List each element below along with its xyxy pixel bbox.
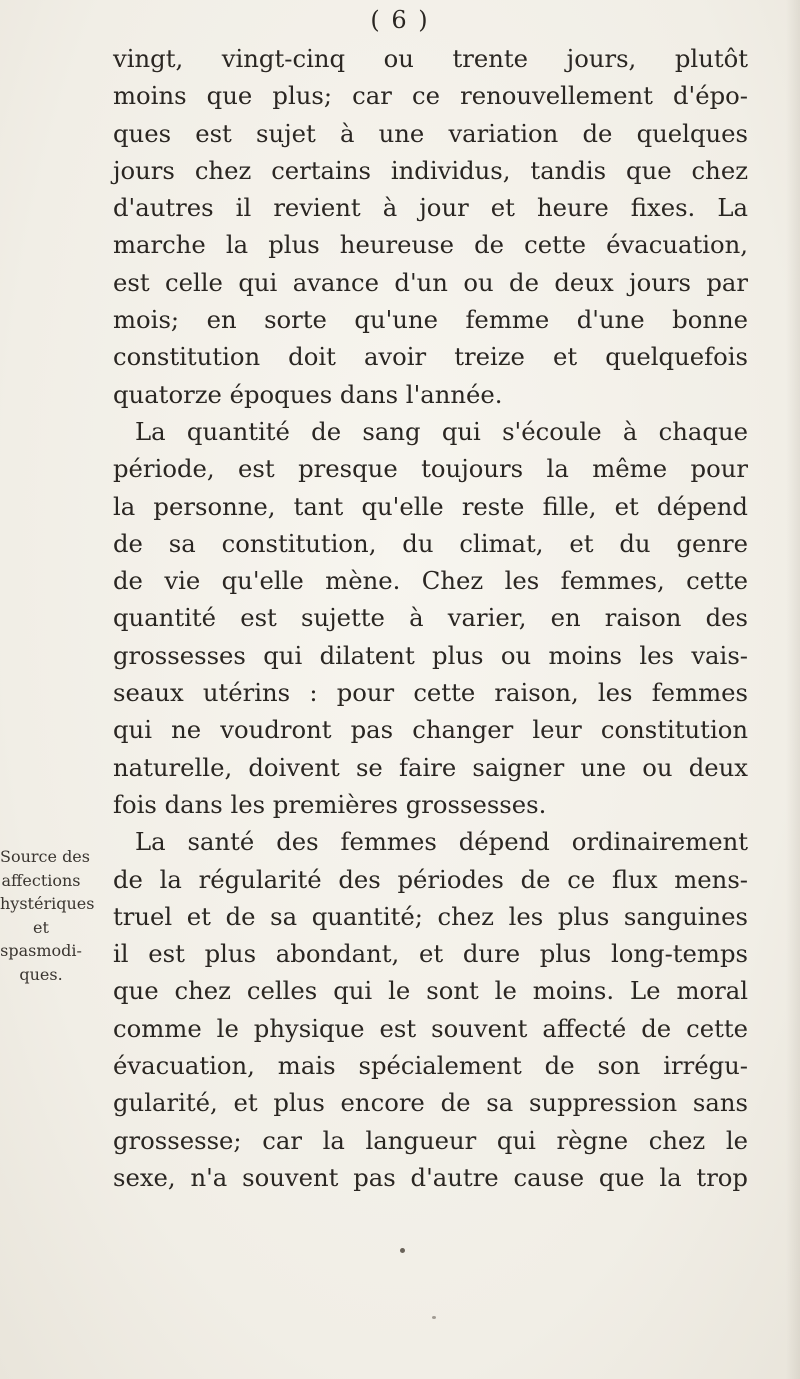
margin-note-line: ques.	[19, 964, 63, 984]
text-line: sexe, n'a souvent pas d'autre cause que la trop	[113, 1162, 748, 1192]
margin-note-line: Source des	[0, 847, 90, 866]
text-line: que chez celles qui le sont le moins. Le moral	[113, 976, 748, 1006]
paper-speck	[432, 1316, 436, 1319]
text-line: marche la plus heureuse de cette évacuation,	[113, 230, 748, 260]
text-line: grossesses qui dilatent plus ou moins les vais-	[113, 640, 748, 670]
text-line: jours chez certains individus, tandis que chez	[113, 155, 748, 185]
text-line: est celle qui avance d'un ou de deux jours par	[113, 267, 748, 297]
text-line: de sa constitution, du climat, et du genre	[113, 528, 748, 558]
margin-note	[0, 845, 95, 986]
text-line: vingt, vingt-cinq ou trente jours, plutôt	[113, 44, 748, 73]
margin-note-line: spasmodi-	[0, 941, 82, 960]
text-line: la personne, tant qu'elle reste fille, et dépend	[113, 491, 748, 521]
margin-note-line: affections	[1, 870, 81, 890]
margin-note-line: et	[33, 917, 49, 937]
page-edge-shadow	[786, 0, 800, 1379]
page-number: ( 6 )	[370, 6, 430, 34]
text-line: ques est sujet à une variation de quelques	[113, 118, 748, 148]
paper-speck	[400, 1248, 405, 1253]
text-line: il est plus abondant, et dure plus long-temps	[113, 939, 748, 969]
text-line: de vie qu'elle mène. Chez les femmes, cette	[113, 566, 748, 596]
body-text	[113, 40, 748, 1196]
margin-note-line: hystériques	[0, 894, 95, 913]
text-line: naturelle, doivent se faire saigner une ou deux	[113, 752, 748, 782]
text-line: La quantité de sang qui s'écoule à chaque	[135, 416, 748, 446]
text-line: période, est presque toujours la même pour	[113, 454, 748, 484]
text-line: quatorze époques dans l'année.	[113, 379, 503, 409]
text-line: évacuation, mais spécialement de son irrégu-	[113, 1051, 748, 1081]
text-line: La santé des femmes dépend ordinairement	[135, 827, 748, 857]
text-line: qui ne voudront pas changer leur constitution	[113, 715, 748, 745]
text-line: comme le physique est souvent affecté de cette	[113, 1013, 748, 1043]
text-line: seaux utérins : pour cette raison, les femmes	[113, 678, 748, 708]
text-line: mois; en sorte qu'une femme d'une bonne	[113, 305, 748, 335]
text-line: grossesse; car la langueur qui règne chez le	[113, 1125, 748, 1155]
text-line: moins que plus; car ce renouvellement d'épo-	[113, 81, 748, 111]
text-line: truel et de sa quantité; chez les plus sanguines	[113, 901, 748, 931]
text-line: de la régularité des périodes de ce flux mens-	[113, 864, 748, 894]
text-line: d'autres il revient à jour et heure fixes. La	[113, 193, 748, 223]
text-line: quantité est sujette à varier, en raison des	[113, 603, 748, 633]
text-line: fois dans les premières grossesses.	[113, 789, 547, 819]
text-line: constitution doit avoir treize et quelquefois	[113, 342, 748, 372]
text-line: gularité, et plus encore de sa suppression sans	[113, 1088, 748, 1118]
